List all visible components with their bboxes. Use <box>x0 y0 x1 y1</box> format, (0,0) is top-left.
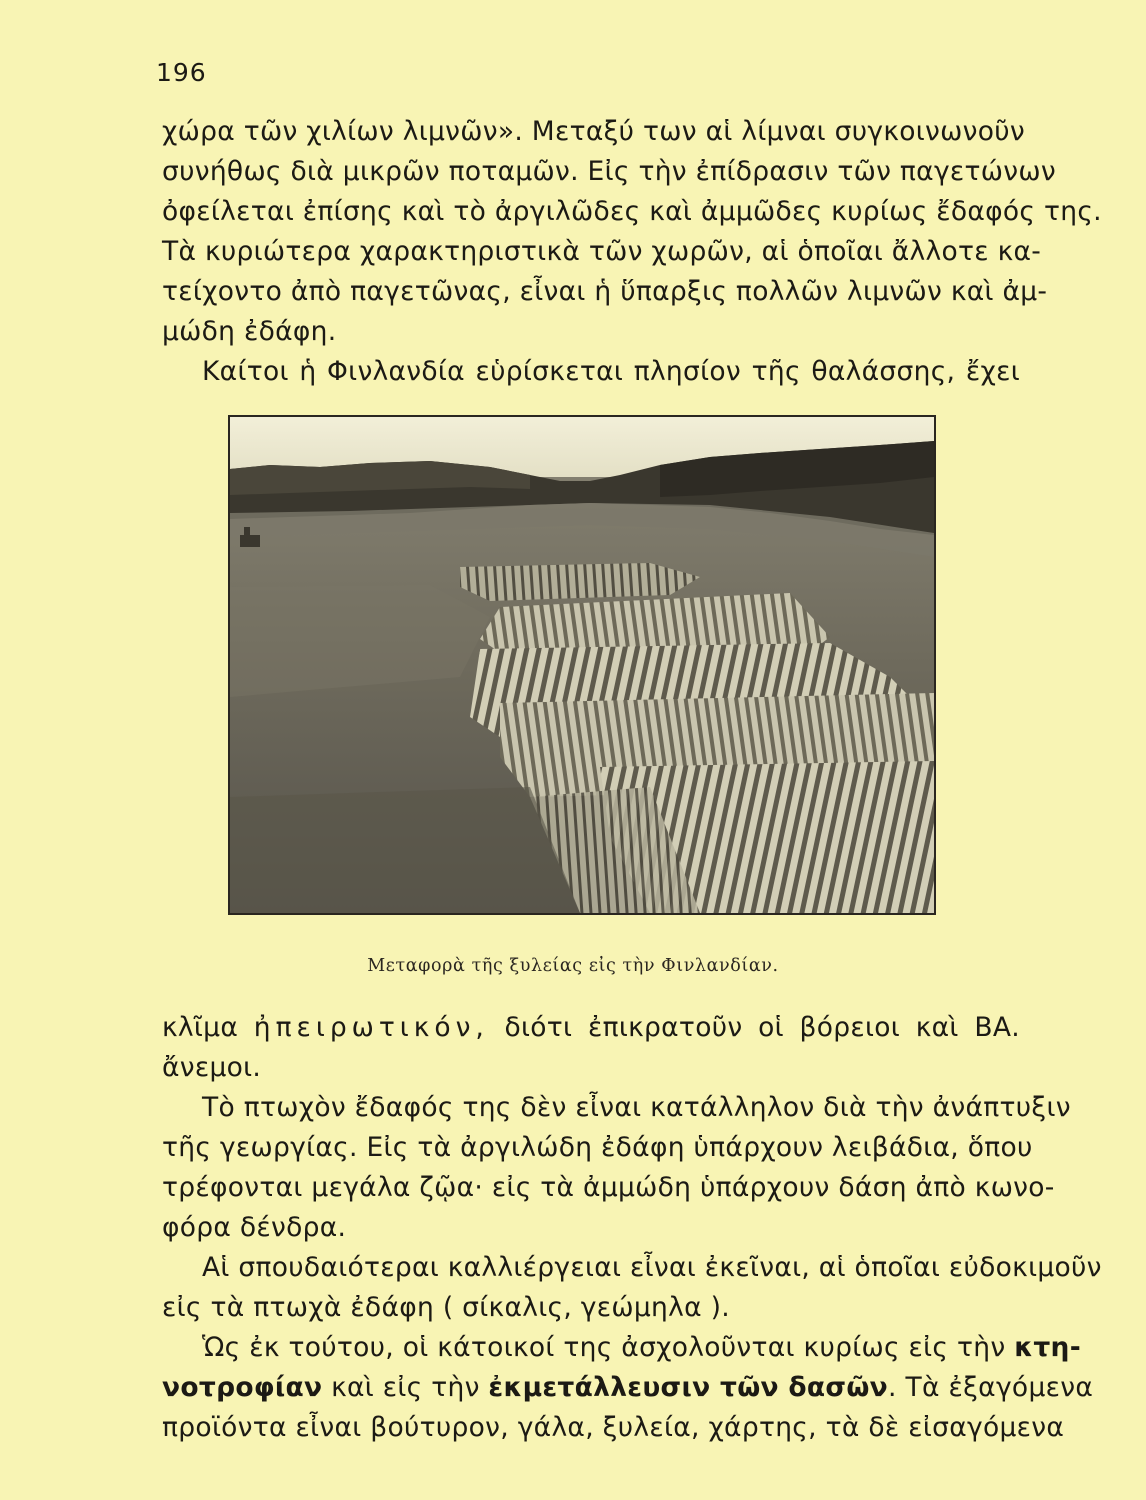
text-line: φόρα δένδρα. <box>162 1212 347 1243</box>
text-line: Τὸ πτωχὸν ἔδαφός της δὲν εἶναι κατάλληλον διὰ τὴν ἀνάπτυξιν <box>202 1092 1071 1123</box>
text-line: συνήθως διὰ μικρῶν ποταμῶν. Εἰς τὴν ἐπίδρασιν τῶν παγετώνων <box>162 156 1056 187</box>
text-span: κλῖμα <box>162 1012 254 1043</box>
text-line: προϊόντα εἶναι βούτυρον, γάλα, ξυλεία, χάρτης, τὰ δὲ εἰσαγόμενα <box>162 1412 1065 1443</box>
bold-term: ἐκμετάλλευσιν τῶν δασῶν <box>488 1372 889 1403</box>
figure-caption: Μεταφορὰ τῆς ξυλείας εἰς τὴν Φινλανδίαν. <box>367 956 779 976</box>
page-number: 196 <box>156 58 207 87</box>
text-line: εἰς τὰ πτωχὰ ἐδάφη ( σίκαλις, γεώμηλα ). <box>162 1292 730 1323</box>
photo-illustration <box>230 417 934 913</box>
spaced-word: ἠπειρωτικόν, <box>253 1012 489 1043</box>
text-line: Αἱ σπουδαιότεραι καλλιέργειαι εἶναι ἐκεῖναι, αἱ ὁποῖαι εὐδοκιμοῦν <box>202 1252 1102 1283</box>
text-span: διότι ἐπικρατοῦν οἱ βόρειοι καὶ ΒΑ. <box>488 1012 1021 1043</box>
photo-log-transport <box>228 415 936 915</box>
text-line <box>162 1008 1020 1048</box>
text-line: χώρα τῶν χιλίων λιμνῶν». Μεταξύ των αἱ λίμναι συγκοινωνοῦν <box>162 116 1025 147</box>
bold-term: νοτροφίαν <box>162 1372 323 1403</box>
text-span: Ὡς ἐκ τούτου, οἱ κάτοικοί της ἀσχολοῦνται κυρίως εἰς τὴν <box>202 1332 1015 1363</box>
text-line: τρέφονται μεγάλα ζῷα· εἰς τὰ ἀμμώδη ὑπάρχουν δάση ἀπὸ κωνο- <box>162 1172 1055 1203</box>
text-line: μώδη ἐδάφη. <box>162 316 337 347</box>
text-line: Καίτοι ἡ Φινλανδία εὑρίσκεται πλησίον τῆς θαλάσσης, ἔχει <box>202 356 1020 387</box>
text-block-bottom <box>162 1008 1102 1448</box>
text-line: ἄνεμοι. <box>162 1052 262 1083</box>
text-line: Τὰ κυριώτερα χαρακτηριστικὰ τῶν χωρῶν, αἱ ὁποῖαι ἄλλοτε κα- <box>162 236 1042 267</box>
text-span: καὶ εἰς τὴν <box>322 1372 489 1403</box>
text-span: . Τὰ ἐξαγόμενα <box>888 1372 1094 1403</box>
text-line: τῆς γεωργίας. Εἰς τὰ ἀργιλώδη ἐδάφη ὑπάρχουν λειβάδια, ὅπου <box>162 1132 1033 1163</box>
text-line <box>162 1328 1082 1368</box>
text-block-top <box>162 112 1102 392</box>
text-line <box>162 1368 1094 1408</box>
bold-term: κτη- <box>1014 1332 1082 1363</box>
text-line: ὀφείλεται ἐπίσης καὶ τὸ ἀργιλῶδες καὶ ἀμμῶδες κυρίως ἔδαφός της. <box>162 196 1102 227</box>
text-line: τείχοντο ἀπὸ παγετῶνας, εἶναι ἡ ὕπαρξις πολλῶν λιμνῶν καὶ ἀμ- <box>162 276 1048 307</box>
